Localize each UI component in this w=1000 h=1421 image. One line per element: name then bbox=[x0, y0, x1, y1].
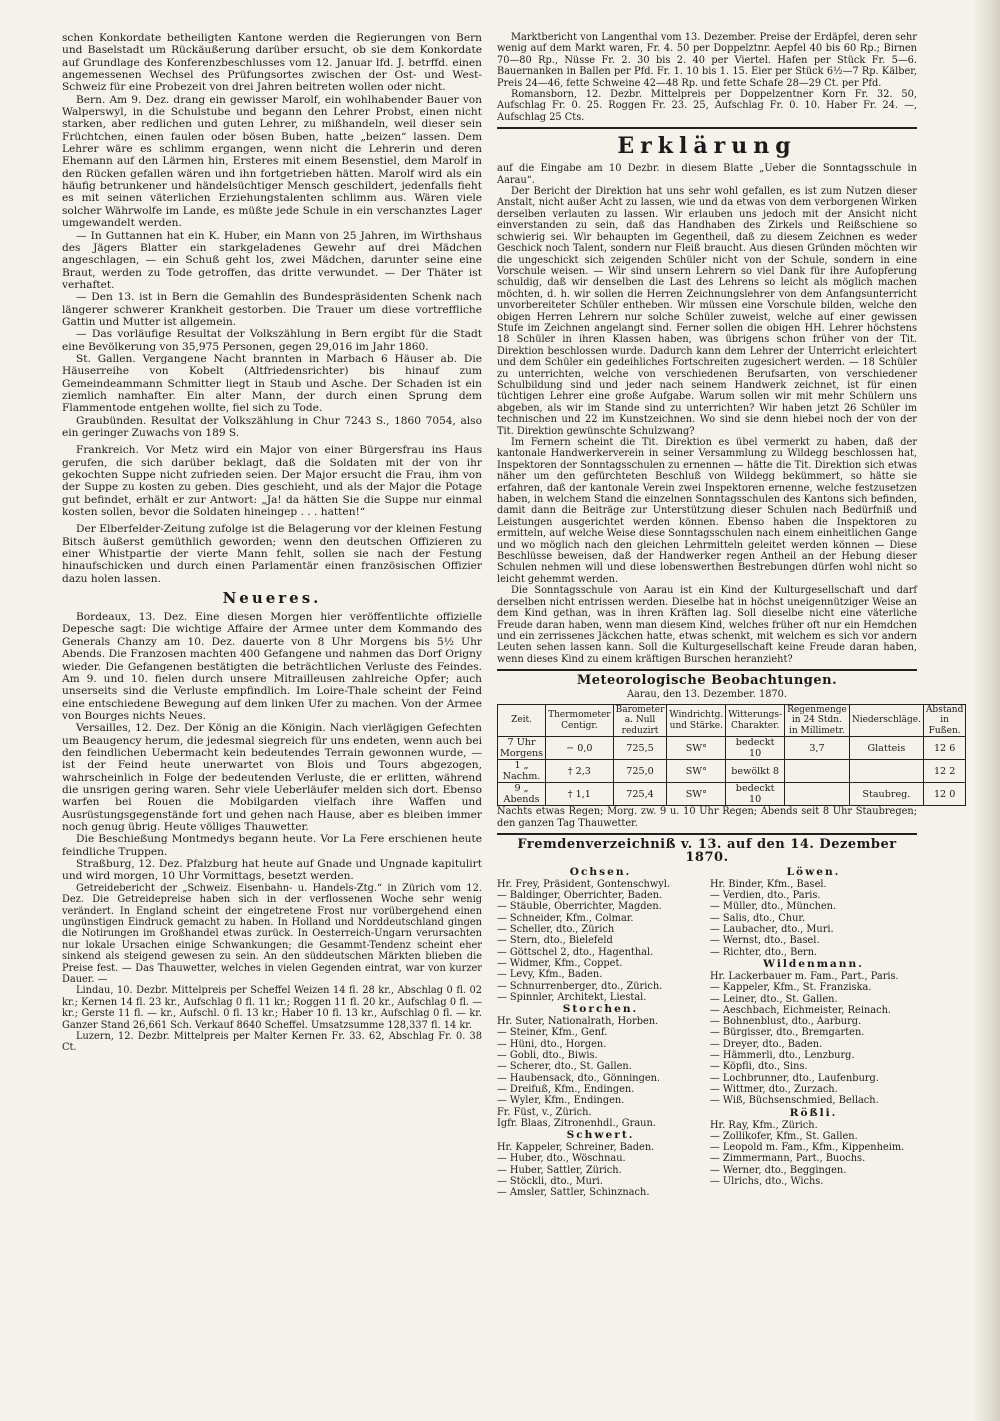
guest-entry: — Wyler, Kfm., Endingen. bbox=[497, 1095, 625, 1107]
guest-entry: Hr. Lackerbauer m. Fam., Part., Paris. bbox=[710, 970, 899, 982]
meteo-note: Nachts etwas Regen; Morg. zw. 9 u. 10 Uhr Regen; Abends seit 8 Uhr Staubregen; den ganzen Tag Thauwetter. bbox=[497, 806, 917, 829]
erklaerung-paragraph-3: Die Sonntagsschule von Aarau ist ein Kind der Kulturgesellschaft und darf derselben nicht entrissen werden. Dieselbe hat in höchst uneigennütziger Weise an dem Kind gethan, was in ihren Kräften lag. Soll dieselbe nicht eine väterliche Freude daran haben, wenn man diesem Kind, welches früher oft nur ein Hemdchen und ein zerrissenes Jäckchen hatte, etwas schenkt, mit welchem es sich vor andern Leuten sehen lassen kann. Soll die Kulturgesellschaft keine Freude daran haben, wenn dieses Kind zu einem kräftigen Burschen heranzieht? bbox=[497, 585, 917, 665]
meteo-cell: 12 0 bbox=[923, 783, 965, 806]
meteo-header-cell: Regenmenge in 24 Stdn. in Millimetr. bbox=[785, 704, 850, 737]
guest-entry: — Hämmerli, dto., Lenzburg. bbox=[710, 1050, 855, 1062]
meteo-subtitle: Aarau, den 13. Dezember. 1870. bbox=[626, 689, 788, 701]
article-graubuenden: Graubünden. Resultat der Volkszählung in Chur 7243 S., 1860 7054, also ein geringer Zuwachs von 189 S. bbox=[62, 414, 482, 439]
meteo-cell: − 0,0 bbox=[546, 737, 614, 760]
guest-entry: — Müller, dto., München. bbox=[710, 901, 837, 913]
guest-entry: — Werner, dto., Beggingen. bbox=[710, 1164, 847, 1176]
meteo-cell bbox=[785, 760, 850, 783]
hotel-name: Storchen. bbox=[562, 1003, 639, 1016]
guest-entry: — Ulrichs, dto., Wichs. bbox=[710, 1176, 824, 1187]
hotel-name: Wildenmann. bbox=[763, 957, 864, 970]
article-luzern: Luzern, 12. Dezbr. Mittelpreis per Malter Kernen Fr. 33. 62, Abschlag Fr. 0. 38 Ct. bbox=[62, 1030, 482, 1054]
article-frankreich: Frankreich. Vor Metz wird ein Major von einer Bürgersfrau ins Haus gerufen, die sich darüber beklagt, daß die Soldaten mit der von ihr gekochten Suppe nicht zufrieden seien. Der Major ersucht die Frau, ihm von der Suppe zu kosten zu geben. Dies geschieht, und als der Major die Potage gut befindet, erhält er zur Antwort: „Ja! da hätten Sie die Suppe nur einmal kosten sollen, bevor die Soldaten hineingep . . . hatten!“ bbox=[62, 444, 482, 519]
fremden-title-text: Fremdenverzeichniß bbox=[517, 837, 676, 853]
erklaerung-paragraph-1: Der Bericht der Direktion hat uns sehr wohl gefallen, es ist zum Nutzen dieser Anstalt, nicht außer Acht zu lassen, wie und da etwas von dem verborgenen Wirken derselben verlauten zu lassen. Wir erlauben uns jedoch mit der Ansicht nicht einverstanden zu sein, daß das Handhaben des Zirkels und Reißschiene so schwierig sei. Wir behaupten im Gegentheil, daß zu diesem Zeichnen es weder Geschick noch Talent, sondern nur Fleiß braucht. Aus diesen Gründen möchten wir die ungeschickt sich zeigenden Schüler nicht von der Schule, sondern in eine Vorschule weisen. — Wir sind unsern Lehrern so viel Dank für ihre Aufopferung schuldig, daß wir denselben die Last des Lehrens so leicht als möglich machen möchten, d. h. wir sollen die Herren Zeichnungslehrer von dem Anfangsunterricht unvorbereiteter Schüler entheben. Wir müssen eine Vorschule bilden, welche den obigen Herren Lehrern nur solche Schüler zuweist, welche auf einer gewissen Stufe im Zeichnen angelangt sind. Ferner sollen die obigen HH. Lehrer höchstens 18 Schüler in ihren Klassen haben, was übrigens schon früher von der Tit. Direktion beschlossen wurde. Dadurch kann dem Lehrer der Unterricht erleichtert und dem Schüler ein gedeihliches Fortschreiten zugesichert werden. — 18 Schüler zu unterrichten, welche von verschiedenen Berufsarten, von verschiedener Schulbildung sind und jeder nach seinem Handwerk zeichnet, ist für einen tüchtigen Lehrer eine große Aufgabe. Warum sollen wir mit mehr Schülern uns abgeben, als wir im Stande sind zu unterrichten? Wir haben jetzt 26 Schüler im technischen und 22 im Kunstzeichnen. Wo sind sie denn hiebei noch der von der Tit. Direktion gewünschte Schulzwang? bbox=[497, 186, 917, 437]
guest-entry: — Zimmermann, Part., Buochs. bbox=[710, 1153, 866, 1165]
guest-entry: — Leopold m. Fam., Kfm., Kippenheim. bbox=[710, 1142, 905, 1154]
meteo-header-cell: Zeit. bbox=[498, 704, 546, 737]
guest-entry: — Levy, Kfm., Baden. bbox=[497, 969, 603, 981]
guest-entry: — Wiß, Büchsenschmied, Bellach. bbox=[710, 1095, 879, 1107]
meteo-cell: † 1,1 bbox=[546, 783, 614, 806]
guest-entry: — Schneider, Kfm., Colmar. bbox=[497, 912, 634, 924]
guest-entry: — Leiner, dto., St. Gallen. bbox=[710, 993, 838, 1005]
guest-entry: — Dreifuß, Kfm., Endingen. bbox=[497, 1083, 635, 1095]
guest-entry: — Wittmer, dto., Zurzach. bbox=[710, 1083, 838, 1095]
guest-entry: — Göttschel 2, dto., Hagenthal. bbox=[497, 946, 654, 958]
article-versailles: Versailles, 12. Dez. Der König an die Königin. Nach vierlägigen Gefechten um Beaugency herum, die jedesmal siegreich für uns endeten, wenn auch bei den feindlichen Uebermacht kein bedeutendes Terrain gewonnen wurde, — ist der Feind heute unerwartet von Blois und Tours abgezogen, wahrscheinlich in Folge der bedeutenden Verluste, die er erlitten, während die unsrigen gering waren. Sehr viele Ueberläufer melden sich dort. Ebenso warfen bei Rouen die Mobilgarden vielfach ihre Waffen und Ausrüstungsgegenstände fort und gehen nach Hause, aber es bleiben immer noch genug übrig. Heute völliges Thauwetter. bbox=[62, 722, 482, 833]
meteo-cell: bedeckt 10 bbox=[726, 737, 785, 760]
guest-entry: — Laubacher, dto., Muri. bbox=[710, 924, 834, 936]
article-strassburg: Straßburg, 12. Dez. Pfalzburg hat heute auf Gnade und Ungnade kapitulirt und wird morgen, 10 Uhr Vormittags, besetzt werden. bbox=[62, 858, 482, 883]
meteo-cell bbox=[849, 760, 923, 783]
fremden-title bbox=[497, 839, 917, 864]
guest-entry: — Aeschbach, Eichmeister, Reinach. bbox=[710, 1004, 892, 1016]
guest-entry: — Stöckli, dto., Muri. bbox=[497, 1176, 603, 1187]
meteo-cell: 7 Uhr Morgens bbox=[498, 737, 546, 760]
meteo-cell: SW° bbox=[667, 760, 726, 783]
guest-entry: Hr. Binder, Kfm., Basel. bbox=[710, 878, 827, 890]
hotel-name: Ochsen. bbox=[569, 865, 632, 878]
fremden-date: v. 13. auf den 14. Dezember 1870. bbox=[681, 837, 897, 865]
guest-entry: — Widmer, Kfm., Coppet. bbox=[497, 957, 623, 969]
guest-entry: — Steiner, Kfm., Genf. bbox=[497, 1027, 608, 1039]
meteo-cell: SW° bbox=[667, 737, 726, 760]
section-title-neueres: Neueres. bbox=[222, 589, 322, 608]
guest-entry: — Hüni, dto., Horgen. bbox=[497, 1038, 607, 1050]
meteo-cell: Glatteis bbox=[849, 737, 923, 760]
right-column bbox=[497, 32, 964, 1199]
meteo-cell: 725,4 bbox=[613, 783, 667, 806]
guest-entry: Fr. Füst, v., Zürich. bbox=[497, 1106, 592, 1118]
guest-entry: Igfr. Blaas, Zitronenhdl., Graun. bbox=[497, 1117, 656, 1129]
guest-entry: — Huber, Sattler, Zürich. bbox=[497, 1164, 622, 1176]
hotel-name: Rößli. bbox=[789, 1106, 838, 1119]
guest-entry: — Dreyer, dto., Baden. bbox=[710, 1038, 823, 1050]
fremden-list bbox=[497, 866, 917, 1199]
meteo-cell: 725,0 bbox=[613, 760, 667, 783]
article-schenk: — Den 13. ist in Bern die Gemahlin des Bundespräsidenten Schenk nach längerer schwerer Krankheit gestorben. Die Trauer um diese vortreffliche Gattin und Mutter ist allgemein. bbox=[62, 291, 482, 328]
meteo-row bbox=[498, 783, 966, 806]
guest-entry: — Bürgisser, dto., Bremgarten. bbox=[710, 1027, 865, 1039]
article-bordeaux: Bordeaux, 13. Dez. Eine diesen Morgen hier veröffentlichte offizielle Depesche sagt: Die wichtige Affaire der Armee unter dem Kommando des Generals Chanzy am 10. Dez. dauerte von 8 Uhr Morgens bis 5½ Uhr Abends. Die Franzosen machten 400 Gefangene und nahmen das Dorf Origny wieder. Die Gefangenen bestätigten die beträchtlichen Verluste des Feindes. Am 9. und 10. fielen durch unsere Mitrailleusen zahlreiche Opfer; auch unserseits sind die Verluste empfindlich. Im Loire-Thale scheint der Feind eine entschiedene Bewegung auf dem linken Ufer zu machen. Von der Armee von Bourges nichts Neues. bbox=[62, 611, 482, 722]
guest-entry: — Richter, dto., Bern. bbox=[710, 946, 818, 958]
meteo-cell: † 2,3 bbox=[546, 760, 614, 783]
meteo-header-cell: Windrichtg. und Stärke. bbox=[667, 704, 726, 737]
meteo-row bbox=[498, 760, 966, 783]
meteo-header-row bbox=[498, 704, 966, 737]
divider bbox=[497, 833, 917, 835]
meteo-cell: 1 „ Nachm. bbox=[498, 760, 546, 783]
meteo-cell: 9 „ Abends bbox=[498, 783, 546, 806]
meteo-cell: 725,5 bbox=[613, 737, 667, 760]
guest-entry: — Bohnenblust, dto., Aarburg. bbox=[710, 1016, 862, 1028]
guest-entry: — Amsler, Sattler, Schinznach. bbox=[497, 1187, 650, 1199]
meteo-cell: Staubreg. bbox=[849, 783, 923, 806]
guest-entry: — Scheller, dto., Zürich bbox=[497, 924, 615, 936]
article-guttannen: — In Guttannen hat ein K. Huber, ein Mann von 25 Jahren, im Wirthshaus des Jägers Blatter ein starkgeladenes Gewehr auf drei Mädchen angeschlagen, — ein Schuß geht los, zwei Mädchen, darunter seine eine Braut, werden zu Tode getroffen, das dritte verwundet. — Der Thäter ist verhaftet. bbox=[62, 229, 482, 291]
article-bern-marolf: Bern. Am 9. Dez. drang ein gewisser Marolf, ein wohlhabender Bauer von Walperswyl, in die Schulstube und begann den Lehrer Probst, einen nicht starken, aber redlichen und guten Lehrer, zu mißhandeln, weil dieser sein Früchtchen, einen faulen oder bösen Buben, hatte „beizen“ lassen. Dem Lehrer wäre es schlimm ergangen, wenn nicht die Lehrerin und deren Ehemann auf den Lärmen hin, Ersteres mit einem Besenstiel, dem Marolf in den Rücken gefallen wären und ihn fortgetrieben hätten. Marolf wird als ein häufig betrunkener und händelsüchtiger Mensch geschildert, jedenfalls fieht es mit seinen väterlichen Erziehungstalenten schlimm aus. Wären viele solcher Währwolfe im Lande, es müßte jede Schule in ein verschanztes Lager umgewandelt werden. bbox=[62, 93, 482, 230]
article-langenthal: Marktbericht von Langenthal vom 13. Dezember. Preise der Erdäpfel, deren sehr wenig auf dem Markt waren, Fr. 4. 50 per Doppelztnr. Aepfel 40 bis 60 Rp.; Birnen 70—80 Rp., Nüsse Fr. 2. 30 bis 2. 40 per Viertel. Hafen per Stück Fr. 5—6. Bauernanken in Ballen per Pfd. Fr. 1. 10 bis 1. 15. Eier per Stück 6½—7 Rp. Kälber, Preis 24—46, fette Schweine 42—48 Rp. und fette Schafe 28—29 Ct. per Pfd. bbox=[497, 32, 917, 89]
hotel-name: Löwen. bbox=[786, 865, 841, 878]
fremden-list-right bbox=[710, 866, 917, 1199]
article-bitsch: Der Elberfelder-Zeitung zufolge ist die Belagerung vor der kleinen Festung Bitsch äußerst gemüthlich geworden; wenn den deutschen Offizieren zu einer Whistpartie der vierte Mann fehlt, sollen sie nach der Festung hinaufschicken und durch einen Parlamentär einen französischen Offizier dazu holen lassen. bbox=[62, 523, 482, 585]
meteo-cell: bewölkt 8 bbox=[726, 760, 785, 783]
article-lindau: Lindau, 10. Dezbr. Mittelpreis per Scheffel Weizen 14 fl. 28 kr., Abschlag 0 fl. 02 kr.; Kernen 14 fl. 23 kr., Aufschlag 0 fl. 11 kr.; Roggen 11 fl. 20 kr., Aufschlag 0 fl. — kr.; Gerste 11 fl. — kr., Aufschl. 0 fl. 13 kr.; Haber 10 fl. 13 kr., Aufschlag 0 fl. — kr. Ganzer Stand 26,661 Sch. Verkauf 8640 Scheffel. Umsatzsumme 128,337 fl. 14 kr. bbox=[62, 985, 482, 1031]
guest-entry: — Stern, dto., Bielefeld bbox=[497, 935, 613, 947]
erklaerung-intro: auf die Eingabe am 10 Dezbr. in diesem Blatte „Ueber die Sonntagsschule in Aarau“. bbox=[497, 163, 917, 186]
guest-entry: — Zollikofer, Kfm., St. Gallen. bbox=[710, 1130, 858, 1142]
meteo-table bbox=[497, 704, 966, 807]
erklaerung-paragraph-2: Im Fernern scheint die Tit. Direktion es übel vermerkt zu haben, daß der kantonale Handwerkerverein in seiner Versammlung zu Wildegg beschlossen hat, Inspektoren der Sonntagsschulen zu ernennen — hätte die Tit. Direktion sich etwas näher um den gefürchteten Beschluß von Wildegg bekümmert, so hätte sie erfahren, daß der kantonale Verein zwei Inspektoren ernenne, welche festzusetzen haben, in welchem Stand die einzelnen Sonntagsschulen des Kantons sich befinden, damit dann die Beiträge zur Unterstützung dieser Schulen nach Bedürfniß und Leistungen ausgerichtet werden können. Ebenso haben die Inspektoren zu ermitteln, auf welche Weise diese Sonntagsschulen nach einem einheitlichen Gange und wo möglich nach den gleichen Lehrmitteln geleitet werden können — Diese Beschlüsse beweisen, daß der Handwerker regen Antheil an der Hebung dieser Schulen nehmen will und diese lobenswerthen Bestrebungen dürfen wohl nicht so leicht gehemmt werden. bbox=[497, 437, 917, 585]
guest-entry: — Haubensack, dto., Gönningen. bbox=[497, 1072, 661, 1084]
guest-entry: — Salis, dto., Chur. bbox=[710, 912, 806, 924]
guest-entry: Hr. Frey, Präsident, Gontenschwyl. bbox=[497, 878, 671, 890]
guest-entry: Hr. Suter, Nationalrath, Horben. bbox=[497, 1016, 659, 1028]
hotel-name: Schwert. bbox=[566, 1129, 635, 1142]
guest-entry: — Gobli, dto., Biwis. bbox=[497, 1050, 598, 1062]
article-romansborn: Romansborn, 12. Dezbr. Mittelpreis per Doppelzentner Korn Fr. 32. 50, Aufschlag Fr. 0. 25. Roggen Fr. 23. 25, Aufschlag Fr. 0. 10. Haber Fr. 24. —, Aufschlag 25 Cts. bbox=[497, 89, 917, 123]
meteo-row bbox=[498, 737, 966, 760]
guest-entry: — Baldinger, Oberrichter, Baden. bbox=[497, 890, 663, 902]
guest-entry: — Köpfli, dto., Sins. bbox=[710, 1061, 808, 1073]
guest-entry: Hr. Kappeler, Schreiner, Baden. bbox=[497, 1142, 655, 1154]
guest-entry: — Lochbrunner, dto., Laufenburg. bbox=[710, 1072, 879, 1084]
meteo-header-cell: Abstand in Fußen. bbox=[923, 704, 965, 737]
meteo-title: Meteorologische Beobachtungen. bbox=[576, 673, 838, 689]
meteo-cell: 12 6 bbox=[923, 737, 965, 760]
guest-entry: — Kappeler, Kfm., St. Franziska. bbox=[710, 982, 872, 994]
meteo-cell: bedeckt 10 bbox=[726, 783, 785, 806]
meteo-cell: 3,7 bbox=[785, 737, 850, 760]
guest-entry: Hr. Ray, Kfm., Zürich. bbox=[710, 1119, 818, 1131]
left-column bbox=[62, 32, 482, 1054]
guest-entry: — Scherer, dto., St. Gallen. bbox=[497, 1061, 632, 1073]
article-konkordat: schen Konkordate betheiligten Kantone werden die Regierungen von Bern und Baselstadt um Rückäußerung darüber ersucht, ob sie dem Konkordate auf Grundlage des Konferenzbeschlusses vom 12. Januar lfd. J. betrffd. einen angemessenen Wechsel des Prüfungsortes zwischen der Ost- und West-Schweiz für eine Probezeit von drei Jahren beitreten wollen oder nicht. bbox=[62, 32, 482, 94]
meteo-header-cell: Thermometer Centigr. bbox=[546, 704, 614, 737]
meteo-cell bbox=[785, 783, 850, 806]
divider bbox=[497, 127, 917, 129]
meteo-header-cell: Barometer a. Null reduzirt bbox=[613, 704, 667, 737]
section-title-erklaerung: Erklärung bbox=[617, 133, 797, 160]
page-binding-edge bbox=[972, 0, 1000, 1421]
article-montmedy: Die Beschießung Montmedys begann heute. Vor La Fere erschienen heute feindliche Truppen. bbox=[62, 833, 482, 858]
meteo-cell: 12 2 bbox=[923, 760, 965, 783]
guest-entry: — Verdien, dto., Paris. bbox=[710, 890, 821, 902]
meteo-header-cell: Niederschläge. bbox=[849, 704, 923, 737]
guest-entry: — Wernst, dto., Basel. bbox=[710, 935, 820, 947]
article-volkszaehlung-bern: — Das vorläufige Resultat der Volkszählung in Bern ergibt für die Stadt eine Bevölkerung von 35,975 Personen, gegen 29,016 im Jahr 1860. bbox=[62, 328, 482, 353]
divider bbox=[497, 669, 917, 671]
fremden-list-left bbox=[497, 866, 704, 1199]
article-st-gallen: St. Gallen. Vergangene Nacht brannten in Marbach 6 Häuser ab. Die Häuserreihe von Kobelt (Altfriedensrichter) bis hinauf zum Gemeindeammann Schmitter liegt in Staub und Asche. Der Schaden ist ein ziemlich namhafter. Ein alter Mann, der durch einen Sprung dem Flammentode entgehen wollte, fiel sich zu Tode. bbox=[62, 352, 482, 415]
meteo-cell: SW° bbox=[667, 783, 726, 806]
guest-entry: — Schnurrenberger, dto., Zürich. bbox=[497, 980, 663, 992]
meteo-header-cell: Witterungs-Charakter. bbox=[726, 704, 785, 737]
article-getreidebericht: Getreidebericht der „Schweiz. Eisenbahn- u. Handels-Ztg.“ in Zürich vom 12. Dez. Die Getreidepreise haben sich in der verflossenen Woche sehr wenig verändert. In England scheint der eingetretene Frost nur vorübergehend einen ungünstigen Eindruck gemacht zu haben. In Holland und Norddeutschland gingen die Notirungen im Großhandel etwas zurück. In Oesterreich-Ungarn verursachten nur lokale Ursachen einige Schwankungen; die Gesammt-Tendenz scheint eher sinkend als steigend gewesen zu sein. An den süddeutschen Märkten blieben die Preise fest. — Das Thauwetter, welches in vielen Gegenden eintrat, war von kurzer Dauer. — bbox=[62, 882, 482, 985]
guest-entry: — Spinnler, Architekt, Liestal. bbox=[497, 991, 647, 1003]
guest-entry: — Stäuble, Oberrichter, Magden. bbox=[497, 901, 662, 913]
guest-entry: — Huber, dto., Wöschnau. bbox=[497, 1153, 626, 1165]
